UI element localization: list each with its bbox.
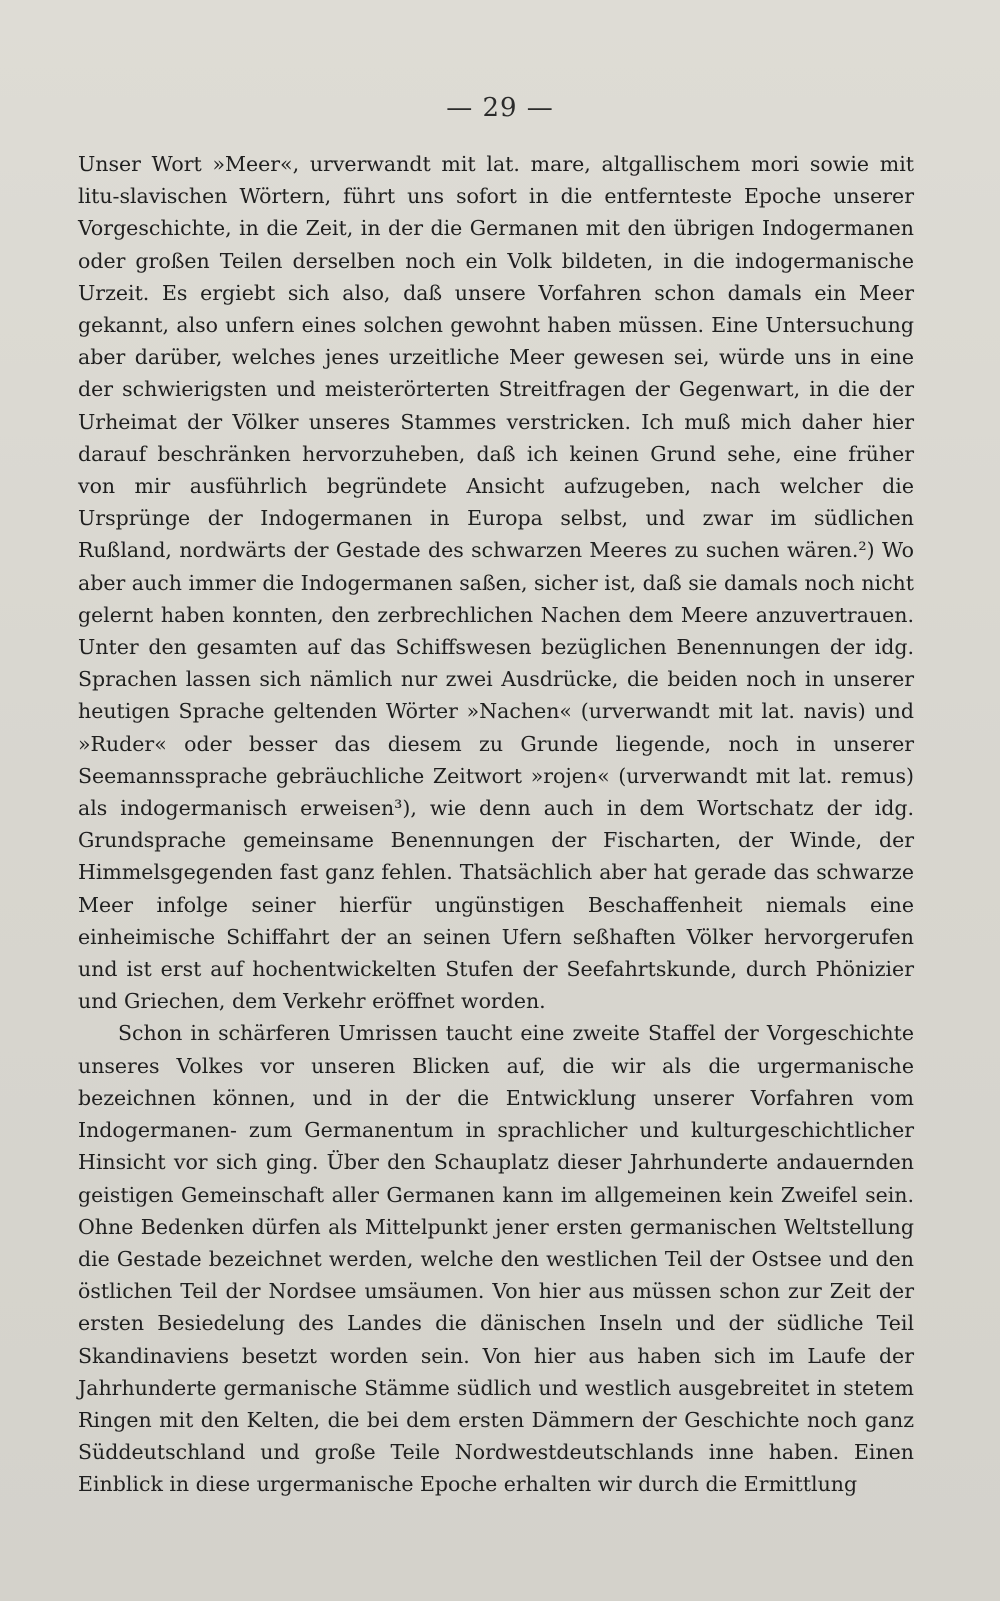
page-number: — 29 — <box>446 93 554 123</box>
body-text <box>78 148 914 1501</box>
paragraph-1: Unser Wort »Meer«, urverwandt mit lat. mare, altgallischem mori sowie mit litu-slavischen Wörtern, führt uns sofort in die entfernteste Epoche unserer Vorgeschichte, in die Zeit, in der die Germanen mit den übrigen Indogermanen oder großen Teilen derselben noch ein Volk bildeten, in die indogermanische Urzeit. Es ergiebt sich also, daß unsere Vorfahren schon damals ein Meer gekannt, also unfern eines solchen gewohnt haben müssen. Eine Untersuchung aber darüber, welches jenes urzeitliche Meer gewesen sei, würde uns in eine der schwierigsten und meisterörterten Streitfragen der Gegenwart, in die der Urheimat der Völker unseres Stammes verstricken. Ich muß mich daher hier darauf beschränken hervorzuheben, daß ich keinen Grund sehe, eine früher von mir ausführlich begründete Ansicht aufzugeben, nach welcher die Ursprünge der Indogermanen in Europa selbst, und zwar im südlichen Rußland, nordwärts der Gestade des schwarzen Meeres zu suchen wären.²) Wo aber auch immer die Indogermanen saßen, sicher ist, daß sie damals noch nicht gelernt haben konnten, den zerbrechlichen Nachen dem Meere anzuvertrauen. Unter den gesamten auf das Schiffswesen bezüglichen Benennungen der idg. Sprachen lassen sich nämlich nur zwei Ausdrücke, die beiden noch in unserer heutigen Sprache geltenden Wörter »Nachen« (urverwandt mit lat. navis) und »Ruder« oder besser das diesem zu Grunde liegende, noch in unserer Seemannssprache gebräuchliche Zeitwort »rojen« (urverwandt mit lat. remus) als indogermanisch erweisen³), wie denn auch in dem Wortschatz der idg. Grundsprache gemeinsame Benennungen der Fischarten, der Winde, der Himmelsgegenden fast ganz fehlen. Thatsächlich aber hat gerade das schwarze Meer infolge seiner hierfür ungünstigen Beschaffenheit niemals eine einheimische Schiffahrt der an seinen Ufern seßhaften Völker hervorgerufen und ist erst auf hochentwickelten Stufen der Seefahrtskunde, durch Phönizier und Griechen, dem Verkehr eröffnet worden. <box>78 152 914 1014</box>
paragraph-2: Schon in schärferen Umrissen taucht eine zweite Staffel der Vorgeschichte unseres Volkes vor unseren Blicken auf, die wir als die urgermanische bezeichnen können, und in der die Entwicklung unserer Vorfahren vom Indogermanen- zum Germanentum in sprachlicher und kulturgeschichtlicher Hinsicht vor sich ging. Über den Schauplatz dieser Jahrhunderte andauernden geistigen Gemeinschaft aller Germanen kann im allgemeinen kein Zweifel sein. Ohne Bedenken dürfen als Mittelpunkt jener ersten germanischen Weltstellung die Gestade bezeichnet werden, welche den westlichen Teil der Ostsee und den östlichen Teil der Nordsee umsäumen. Von hier aus müssen schon zur Zeit der ersten Besiedelung des Landes die dänischen Inseln und der südliche Teil Skandinaviens besetzt worden sein. Von hier aus haben sich im Laufe der Jahrhunderte germanische Stämme südlich und westlich ausgebreitet in stetem Ringen mit den Kelten, die bei dem ersten Dämmern der Geschichte noch ganz Süddeutschland und große Teile Nordwestdeutschlands inne haben. Einen Einblick in diese urgermanische Epoche erhalten wir durch die Ermittlung <box>78 1021 914 1497</box>
